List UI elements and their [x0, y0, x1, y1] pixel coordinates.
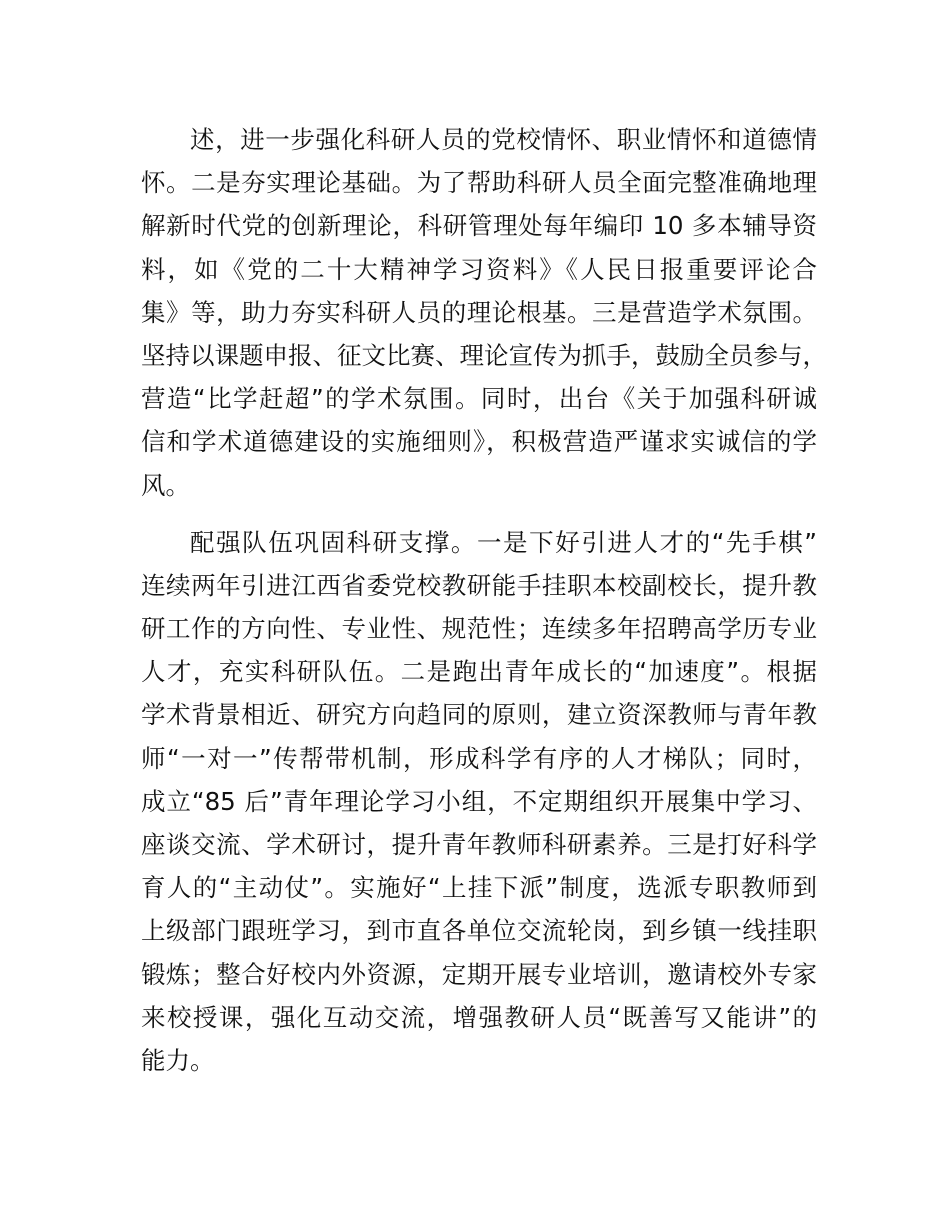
text-line: 锻炼；整合好校内外资源，定期开展专业培训，邀请校外专家: [141, 959, 817, 989]
paragraph-spacer: [141, 507, 817, 521]
text-line: 信和学术道德建设的实施细则》，积极营造严谨求实诚信的学: [141, 427, 817, 457]
text-line: 集》等，助力夯实科研人员的理论根基。三是营造学术氛围。: [141, 297, 817, 327]
text-line: 料，如《党的二十大精神学习资料》《人民日报重要评论合: [141, 254, 817, 284]
paragraph-2: [141, 521, 817, 1082]
text-line: 风。: [141, 470, 190, 500]
text-line: 解新时代党的创新理论，科研管理处每年编印 10 多本辅导资: [141, 211, 817, 241]
text-line: 学术背景相近、研究方向趋同的原则，建立资深教师与青年教: [141, 700, 817, 730]
text-line: 师“一对一”传帮带机制，形成科学有序的人才梯队；同时，: [141, 743, 817, 773]
text-line: 成立“85 后”青年理论学习小组，不定期组织开展集中学习、: [141, 786, 817, 816]
text-line: 坚持以课题申报、征文比赛、理论宣传为抓手，鼓励全员参与，: [141, 340, 827, 370]
paragraph-1: [141, 118, 827, 507]
text-line: 营造“比学赶超”的学术氛围。同时，出台《关于加强科研诚: [141, 384, 817, 414]
text-line: 研工作的方向性、专业性、规范性；连续多年招聘高学历专业: [141, 614, 817, 644]
text-line: 怀。二是夯实理论基础。为了帮助科研人员全面完整准确地理: [141, 168, 817, 198]
text-line: 述，进一步强化科研人员的党校情怀、职业情怀和道德情: [190, 125, 817, 154]
text-line: 配强队伍巩固科研支撑。一是下好引进人才的“先手棋”: [190, 527, 817, 557]
document-page: [141, 118, 827, 1082]
text-line: 育人的“主动仗”。实施好“上挂下派”制度，选派专职教师到: [141, 873, 817, 903]
text-line: 上级部门跟班学习，到市直各单位交流轮岗，到乡镇一线挂职: [141, 916, 817, 946]
text-line: 人才，充实科研队伍。二是跑出青年成长的“加速度”。根据: [141, 657, 817, 687]
text-line: 连续两年引进江西省委党校教研能手挂职本校副校长，提升教: [141, 570, 817, 600]
text-line: 能力。: [141, 1045, 215, 1075]
text-line: 来校授课，强化互动交流，增强教研人员“既善写又能讲”的: [141, 1002, 817, 1032]
text-line: 座谈交流、学术研讨，提升青年教师科研素养。三是打好科学: [141, 830, 817, 859]
